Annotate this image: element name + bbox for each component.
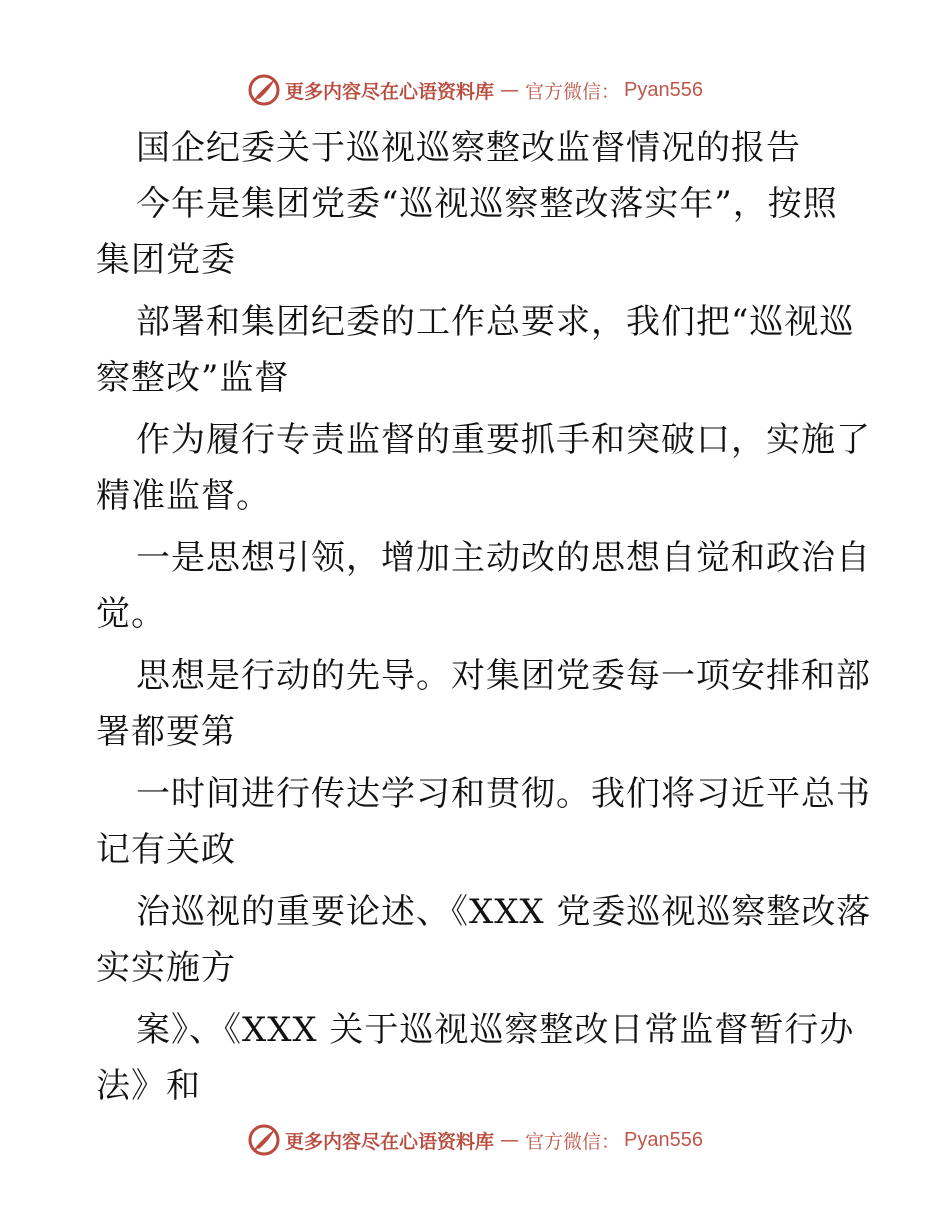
watermark-sub-text: 官方微信： (525, 1130, 621, 1153)
header-watermark (0, 70, 950, 110)
paragraph-line: 部署和集团纪委的工作总要求，我们把“巡视巡 (136, 302, 855, 342)
watermark-main-text: 更多内容尽在心语资料库 (285, 80, 495, 103)
paragraph-line: 一是思想引领，增加主动改的思想自觉和政治自 (136, 538, 871, 578)
document-body (96, 120, 872, 1114)
paragraph-line: 一时间进行传达学习和贯彻。我们将习近平总书 (136, 774, 871, 814)
watermark-wechat-id: Pyan556 (624, 78, 703, 101)
paragraph-line: 察整改”监督 (96, 358, 290, 398)
paragraph-line: 精准监督。 (96, 476, 271, 516)
paragraph-line: 今年是集团党委“巡视巡察整改落实年”，按照 (136, 184, 838, 224)
paragraph-line: 实实施方 (96, 948, 236, 988)
paragraph-line: 署都要第 (96, 712, 236, 752)
watermark-main-text: 更多内容尽在心语资料库 (285, 1130, 495, 1153)
paragraph-line: 案》、《XXX 关于巡视巡察整改日常监督暂行办 (136, 1010, 855, 1050)
watermark-dash: — (500, 1129, 520, 1151)
paragraph-line: 治巡视的重要论述、《XXX 党委巡视巡察整改落 (136, 892, 872, 932)
paragraph-line: 作为履行专责监督的重要抓手和突破口，实施了 (136, 420, 871, 460)
paragraph-line: 思想是行动的先导。对集团党委每一项安排和部 (136, 656, 871, 696)
watermark-group (247, 1123, 703, 1157)
document-title: 国企纪委关于巡视巡察整改监督情况的报告 (136, 128, 801, 168)
watermark-sub-text: 官方微信： (525, 80, 621, 103)
paragraph-line: 集团党委 (96, 240, 236, 280)
footer-watermark (0, 1120, 950, 1160)
quill-logo-icon (247, 1123, 281, 1157)
paragraph-line: 记有关政 (96, 830, 236, 870)
quill-logo-icon (247, 73, 281, 107)
paragraph-line: 觉。 (96, 594, 166, 634)
watermark-wechat-id: Pyan556 (624, 1128, 703, 1151)
paragraph-line: 法》和 (96, 1066, 201, 1106)
watermark-group (247, 73, 703, 107)
watermark-dash: — (500, 79, 520, 101)
